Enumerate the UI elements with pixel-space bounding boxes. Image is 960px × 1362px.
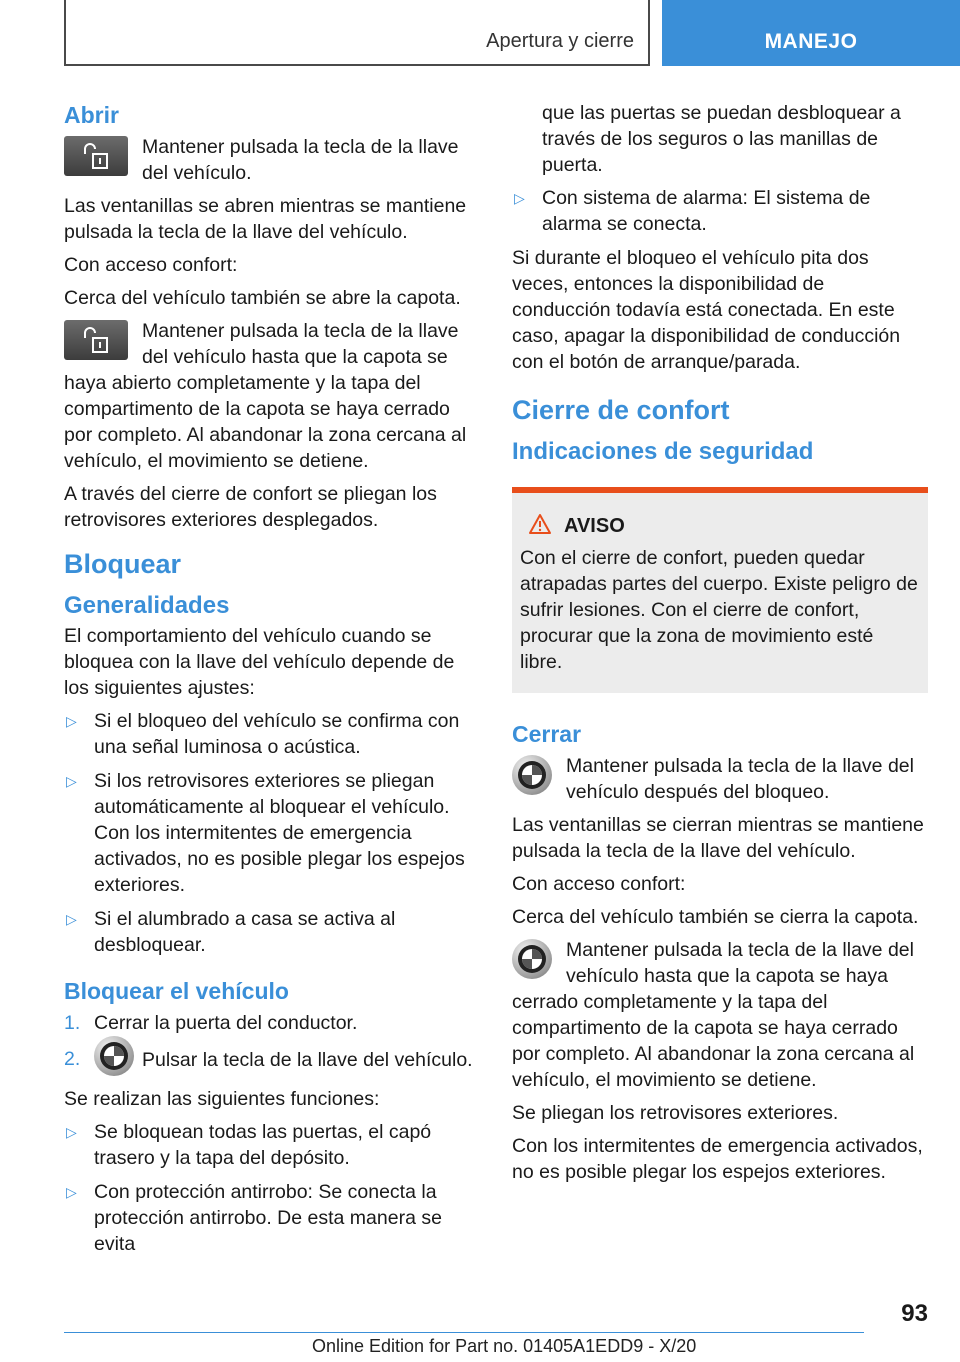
cierre-confort-heading: Cierre de confort bbox=[512, 395, 730, 425]
abrir-text-6: A través del cierre de confort se pliegan los retrovisores exteriores desplegados. bbox=[64, 483, 437, 531]
continued-text: que las puertas se puedan desbloquear a través de los seguros o las manillas de puerta. bbox=[542, 102, 901, 176]
footer-divider bbox=[64, 1332, 864, 1333]
generalidades-text: El comportamiento del vehículo cuando se bloquea con la llave del vehículo depende de los siguientes ajustes: bbox=[64, 625, 455, 699]
list-item: ▷ Se bloquean todas las puertas, el capó trasero y la tapa del depósito. bbox=[64, 1119, 480, 1171]
bloquear-vehiculo-heading: Bloquear el vehículo bbox=[64, 978, 289, 1004]
cerrar-text-4: Cerca del vehículo también se cierra la capota. bbox=[512, 906, 919, 928]
abrir-heading: Abrir bbox=[64, 102, 119, 128]
generalidades-list bbox=[64, 708, 480, 958]
warning-box bbox=[512, 487, 928, 693]
abrir-text-1: Mantener pulsada la tecla de la llave del vehículo. bbox=[142, 136, 459, 184]
header-chapter-tab: MANEJO bbox=[662, 0, 960, 66]
pita-text: Si durante el bloqueo el vehículo pita dos veces, entonces la disponibilidad de conducción todavía está conectada. En este caso, apagar la disponibilidad de conducción con el botón de arranque/parada. bbox=[512, 247, 901, 373]
list-item: ▷ Si los retrovisores exteriores se pliegan automáticamente al bloquear el vehículo. Con los intermitentes de emergencia activados, no es posible plegar los espejos exteriores. bbox=[64, 768, 480, 898]
abrir-step bbox=[64, 134, 480, 186]
cerrar-text-7: Con los intermitentes de emergencia activados, no es posible plegar los espejos exteriores. bbox=[512, 1135, 923, 1183]
indicaciones-heading: Indicaciones de seguridad bbox=[512, 438, 814, 465]
cerrar-text-5: Mantener pulsada la tecla de la llave del vehículo hasta que la capota se haya cerrado completamente y la tapa del compartimento de la capota se haya cerrado por completo. Al abandonar la zona cercana al vehículo, el movimiento se detiene. bbox=[512, 939, 915, 1091]
funciones-intro: Se realizan las siguientes funciones: bbox=[64, 1088, 380, 1110]
abrir-capota-step bbox=[64, 318, 480, 474]
alarm-list bbox=[512, 185, 928, 237]
bmw-key-icon bbox=[94, 1036, 134, 1076]
unlock-key-icon bbox=[64, 136, 128, 176]
warning-title-text: AVISO bbox=[564, 515, 625, 537]
step-item bbox=[64, 1046, 480, 1076]
cerrar-step bbox=[512, 753, 928, 805]
abrir-text-4: Cerca del vehículo también se abre la capota. bbox=[64, 287, 461, 309]
list-item: ▷ Si el alumbrado a casa se activa al desbloquear. bbox=[64, 906, 480, 958]
generalidades-heading: Generalidades bbox=[64, 592, 230, 619]
page-number: 93 bbox=[901, 1300, 928, 1327]
warning-icon bbox=[528, 513, 552, 535]
bloquear-heading: Bloquear bbox=[64, 549, 182, 579]
cerrar-text-2: Las ventanillas se cierran mientras se mantiene pulsada la tecla de la llave del vehículo. bbox=[512, 814, 924, 862]
abrir-text-2: Las ventanillas se abren mientras se mantiene pulsada la tecla de la llave del vehículo. bbox=[64, 195, 467, 243]
steps-list bbox=[64, 1010, 480, 1076]
list-item: ▷ Con sistema de alarma: El sistema de alarma se conecta. bbox=[512, 185, 928, 237]
bmw-key-icon bbox=[512, 939, 552, 979]
left-column bbox=[64, 100, 480, 1265]
cerrar-text-6: Se pliegan los retrovisores exteriores. bbox=[512, 1102, 839, 1124]
cerrar-text-1: Mantener pulsada la tecla de la llave del vehículo después del bloqueo. bbox=[566, 755, 914, 803]
header-section-box bbox=[64, 0, 650, 66]
cerrar-heading: Cerrar bbox=[512, 721, 582, 747]
step-text: Cerrar la puerta del conductor. bbox=[94, 1012, 358, 1034]
right-column bbox=[512, 100, 928, 1192]
funciones-list bbox=[64, 1119, 480, 1257]
abrir-text-3: Con acceso confort: bbox=[64, 254, 238, 276]
unlock-key-icon bbox=[64, 320, 128, 360]
step-item bbox=[64, 1010, 480, 1036]
cerrar-capota-step bbox=[512, 937, 928, 1093]
warning-text: Con el cierre de confort, pueden quedar atrapadas partes del cuerpo. Existe peligro de sufrir lesiones. Con el cierre de confort, procurar que la zona de movimiento esté libre. bbox=[520, 547, 918, 673]
bmw-key-icon bbox=[512, 755, 552, 795]
step-text: Pulsar la tecla de la llave del vehículo. bbox=[142, 1049, 473, 1072]
header-section-title: Apertura y cierre bbox=[486, 30, 634, 52]
step-number: 2. bbox=[64, 1048, 81, 1070]
footer-edition: Online Edition for Part no. 01405A1EDD9 - X/20 bbox=[312, 1336, 697, 1356]
warning-title bbox=[528, 513, 920, 539]
list-item: ▷ Si el bloqueo del vehículo se confirma con una señal luminosa o acústica. bbox=[64, 708, 480, 760]
step-number: 1. bbox=[64, 1012, 81, 1034]
abrir-text-5: Mantener pulsada la tecla de la llave del vehículo hasta que la capota se haya abierto completamente y la tapa del compartimento de la capota se haya cerrado por completo. Al abandonar la zona cercana al vehículo, el movimiento se detiene. bbox=[64, 320, 467, 472]
list-item: ▷ Con protección antirrobo: Se conecta la protección antirrobo. De esta manera se evita bbox=[64, 1179, 480, 1257]
cerrar-text-3: Con acceso confort: bbox=[512, 873, 686, 895]
